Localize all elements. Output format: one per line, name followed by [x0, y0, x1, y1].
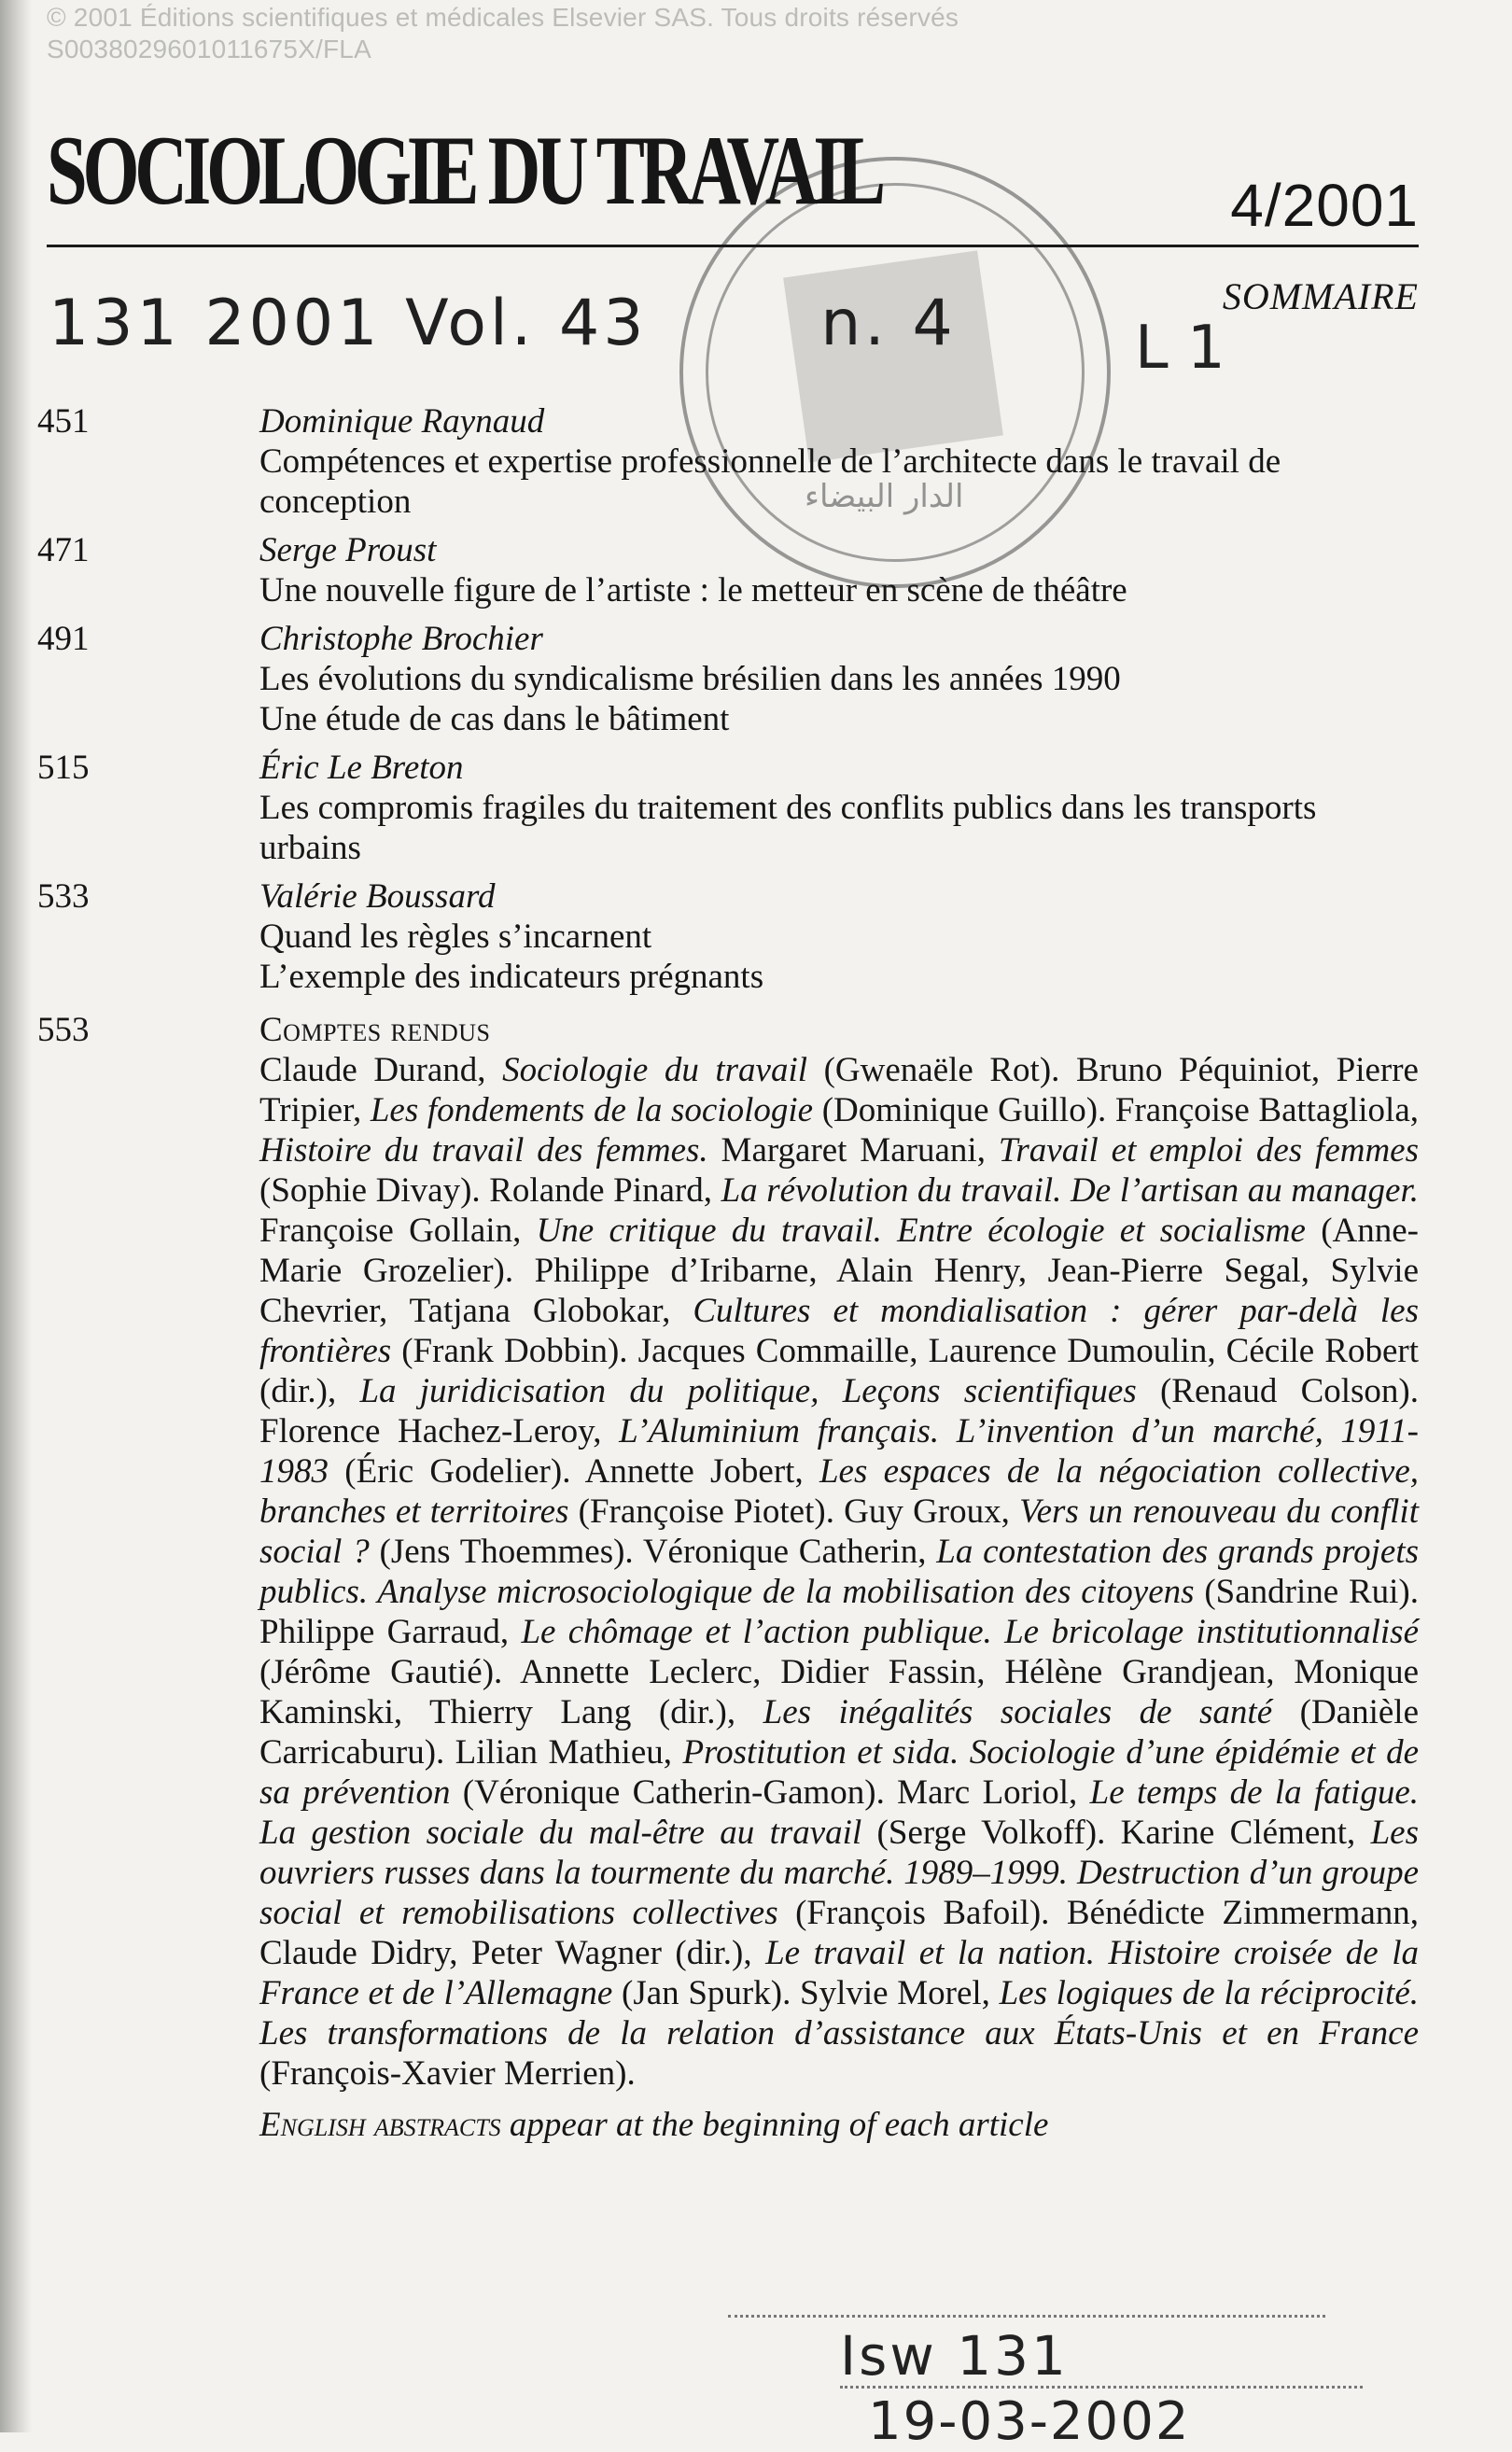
review-book-title: Les fondements de la sociologie: [370, 1091, 814, 1129]
stamp-text: الدار البيضاء: [805, 478, 964, 515]
article-author: Éric Le Breton: [259, 749, 464, 787]
review-text: (François-Xavier Merrien).: [259, 2054, 636, 2093]
reviews-text: [259, 1050, 1419, 2094]
page-number: 471: [37, 531, 90, 569]
article-content: [259, 401, 1419, 522]
article-content: [259, 530, 1419, 610]
article-content: [259, 619, 1419, 739]
review-book-title: Les ouvriers russes dans la tourmente du marché. 1989–1999. Destruction d’un groupe social et remobilisations collectives: [259, 1814, 1419, 1932]
review-text: (Jens Thoemmes). Véronique Catherin,: [369, 1533, 937, 1571]
registration-dotted-line: [728, 2315, 1325, 2318]
review-book-title: Vers un renouveau du conflit social ?: [259, 1492, 1419, 1571]
review-book-title: Travail et emploi des femmes: [998, 1131, 1420, 1170]
review-book-title: Le travail et la nation. Histoire croisée de la France et de l’Allemagne: [259, 1934, 1419, 2012]
review-book-title: Les logiques de la réciprocité. Les transformations de la relation d’assistance aux États-Unis et en France: [259, 1974, 1419, 2053]
page-number: 533: [37, 877, 90, 916]
review-book-title: Une critique du travail. Entre écologie et socialisme: [536, 1212, 1306, 1250]
review-text: (Éric Godelier). Annette Jobert,: [329, 1452, 819, 1491]
article-title: Les évolutions du syndicalisme brésilien dans les années 1990: [259, 660, 1121, 698]
page-number: 553: [37, 1011, 90, 1049]
article-title: Compétences et expertise professionnelle de l’architecte dans le travail de conception: [259, 442, 1281, 521]
handwritten-issue-num: n. 4: [820, 287, 957, 360]
review-text: Françoise Gollain,: [259, 1212, 537, 1250]
review-text: (Danièle Carricaburu). Lilian Mathieu,: [259, 1693, 1419, 1772]
review-book-title: L’Aluminium français. L’invention d’un marché, 1911-1983: [259, 1412, 1420, 1491]
review-book-title: Les inégalités sociales de santé: [763, 1693, 1273, 1731]
article-author: Valérie Boussard: [259, 877, 496, 916]
doi-text: S0038029601011675X/FLA: [47, 35, 371, 63]
issue-number: 4/2001: [1230, 172, 1419, 239]
article-list: [37, 401, 1419, 997]
page-edge-shadow: [0, 0, 32, 2432]
review-text: (Gwenaële Rot). Bruno Péquiniot, Pierre Tripier,: [259, 1051, 1419, 1129]
review-text: (Françoise Piotet). Guy Groux,: [568, 1492, 1020, 1531]
section-heading: SOMMAIRE: [1222, 275, 1419, 317]
title-rule: [47, 245, 1419, 247]
review-text: (Frank Dobbin). Jacques Commaille, Laurence Dumoulin, Cécile Robert (dir.),: [259, 1332, 1419, 1410]
handwritten-registration: Isw 131: [840, 2324, 1069, 2388]
handwritten-code: L 1: [1135, 314, 1225, 383]
handwritten-ref: 131 2001 Vol. 43: [49, 287, 648, 360]
review-book-title: Cultures et mondialisation : gérer par-delà les frontières: [259, 1292, 1419, 1370]
page-number: 451: [37, 402, 90, 441]
review-book-title: Prostitution et sida. Sociologie d’une épidémie et de sa prévention: [259, 1733, 1420, 1812]
review-book-title: Les espaces de la négociation collective, branches et territoires: [259, 1452, 1419, 1531]
english-abstracts-label: English abstracts: [259, 2106, 501, 2144]
review-text: (François Bafoil). Bénédicte Zimmermann, Claude Didry, Peter Wagner (dir.),: [259, 1894, 1419, 1972]
page-number: 491: [37, 620, 90, 658]
review-book-title: Histoire du travail des femmes.: [259, 1131, 708, 1170]
article-title: Une étude de cas dans le bâtiment: [259, 700, 730, 738]
toc-entry: [37, 619, 1419, 739]
english-abstracts-rest: appear at the beginning of each article: [500, 2106, 1049, 2144]
toc-entry: [37, 748, 1419, 868]
article-title: Quand les règles s’incarnent: [259, 918, 652, 956]
toc-entry: [37, 530, 1419, 610]
review-text: (Anne-Marie Grozelier). Philippe d’Iribarne, Alain Henry, Jean-Pierre Segal, Sylvie Chevrier, Tatjana Globokar,: [259, 1212, 1419, 1330]
copyright-text: © 2001 Éditions scientifiques et médicales Elsevier SAS. Tous droits réservés: [47, 3, 959, 32]
review-text: (Sandrine Rui). Philippe Garraud,: [259, 1573, 1419, 1651]
review-text: (Renaud Colson). Florence Hachez-Leroy,: [259, 1372, 1419, 1450]
review-book-title: La révolution du travail. De l’artisan au manager.: [721, 1171, 1419, 1210]
review-text: (Dominique Guillo). Françoise Battagliola,: [813, 1091, 1419, 1129]
review-text: (Jan Spurk). Sylvie Morel,: [612, 1974, 1000, 2012]
toc-entry: [37, 401, 1419, 522]
review-text: Margaret Maruani,: [707, 1131, 999, 1170]
review-book-title: Sociologie du travail: [502, 1051, 808, 1089]
handwritten-reference: [49, 282, 957, 366]
review-text: (Sophie Divay). Rolande Pinard,: [259, 1171, 721, 1210]
review-book-title: La juridicisation du politique, Leçons scientifiques: [359, 1372, 1137, 1410]
english-abstracts-note: [259, 2105, 1419, 2145]
article-title: L’exemple des indicateurs prégnants: [259, 958, 764, 996]
review-book-title: Le chômage et l’action publique. Le bricolage institutionnalisé: [521, 1613, 1420, 1651]
journal-title: SOCIOLOGIE DU TRAVAIL: [47, 116, 881, 225]
table-of-contents: [37, 401, 1419, 2153]
review-text: Claude Durand,: [259, 1051, 503, 1089]
reviews-content: [259, 1010, 1419, 2145]
reviews-entry: [37, 1010, 1419, 2145]
article-content: [259, 748, 1419, 868]
article-author: Dominique Raynaud: [259, 402, 545, 441]
review-text: (Serge Volkoff). Karine Clément,: [861, 1814, 1371, 1852]
article-content: [259, 876, 1419, 997]
article-title: Une nouvelle figure de l’artiste : le metteur en scène de théâtre: [259, 571, 1127, 609]
review-text: (Jérôme Gautié). Annette Leclerc, Didier Fassin, Hélène Grandjean, Monique Kaminski, Thierry Lang (dir.),: [259, 1653, 1419, 1731]
handwritten-date: 19-03-2002: [868, 2391, 1191, 2452]
copyright-line: [47, 2, 959, 65]
reviews-heading: Comptes rendus: [259, 1011, 491, 1049]
article-author: Serge Proust: [259, 531, 437, 569]
article-title: Les compromis fragiles du traitement des conflits publics dans les transports urbains: [259, 789, 1317, 867]
article-author: Christophe Brochier: [259, 620, 543, 658]
review-text: (Véronique Catherin-Gamon). Marc Loriol,: [450, 1773, 1090, 1812]
review-book-title: La contestation des grands projets publics. Analyse microsociologique de la mobilisation des citoyens: [259, 1533, 1419, 1611]
review-book-title: Le temps de la fatigue. La gestion sociale du mal-être au travail: [259, 1773, 1420, 1852]
toc-entry: [37, 876, 1419, 997]
page-number: 515: [37, 749, 90, 787]
